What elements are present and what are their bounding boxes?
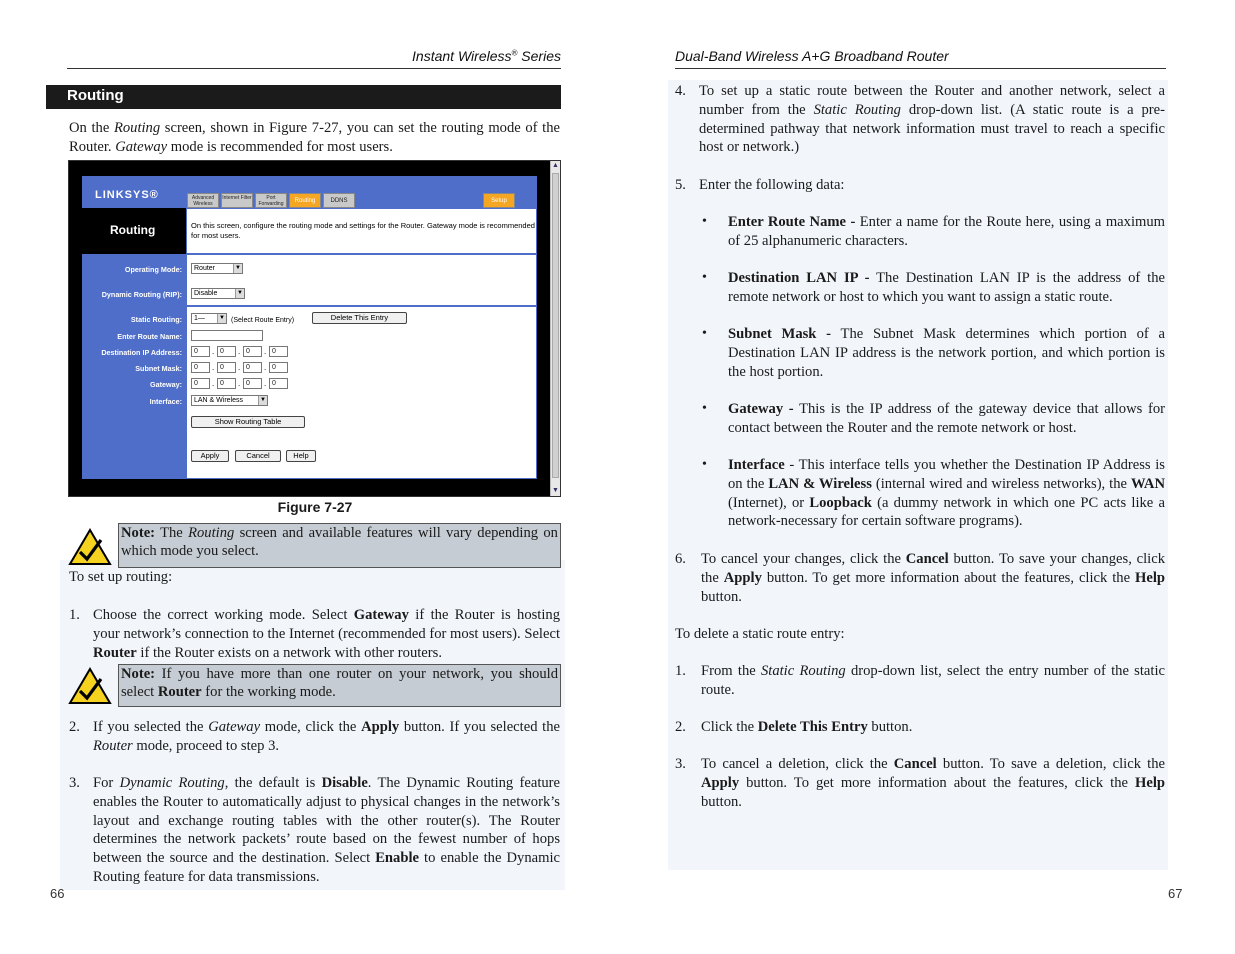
tab-setup[interactable]: Setup — [483, 193, 515, 208]
bullet-icon: • — [702, 326, 707, 341]
text-segment: Note: — [121, 666, 156, 682]
subnet-mask-octet-input[interactable]: 0 — [243, 362, 262, 373]
label-subnet-mask: Subnet Mask: — [135, 364, 182, 373]
octet-separator: . — [238, 347, 241, 356]
tab-internet-filter[interactable]: Internet Filter — [221, 193, 253, 208]
text-segment: if the Router exists on a network with other routers. — [136, 644, 442, 661]
gateway-octet-input[interactable]: 0 — [243, 378, 262, 389]
text-segment: drop-down list, select the entry number of the static route. — [701, 663, 1165, 698]
destination-ip-octet-input[interactable]: 0 — [269, 346, 288, 357]
text-segment: If you have more than one router on your network, you should select — [121, 666, 558, 701]
text-segment: (Internet), or — [728, 494, 810, 511]
routing-screenshot-figure — [68, 160, 561, 497]
interface-select[interactable] — [191, 395, 268, 406]
text-segment: This is the IP address of the gateway device that allows for contact between the Router and the remote network or host. — [728, 401, 1165, 436]
text-segment: Subnet Mask - — [728, 326, 832, 342]
label-route-name: Enter Route Name: — [117, 332, 182, 341]
text-segment: From the — [701, 663, 761, 679]
text-segment: Static Routing — [760, 663, 846, 679]
octet-separator: . — [264, 379, 267, 388]
scroll-thumb[interactable] — [552, 173, 559, 478]
text-segment: Router — [93, 644, 137, 661]
text-segment: LAN & Wireless — [768, 475, 872, 492]
text-segment: Cancel — [905, 551, 949, 567]
text-segment: Help — [1135, 774, 1165, 791]
octet-separator: . — [264, 347, 267, 356]
text-segment: To set up a static route between the Router and another network, select a number from the — [699, 83, 1165, 118]
text-segment: Interface — [728, 457, 785, 473]
delete-step-1-text — [701, 662, 1165, 700]
operating-mode-select[interactable] — [191, 263, 243, 274]
operating-mode-value: Router — [194, 265, 216, 272]
delete-step-3-text — [701, 755, 1165, 811]
bullet-interface — [728, 456, 1165, 531]
step-number: 3. — [69, 775, 80, 791]
intro-paragraph — [69, 119, 560, 157]
text-segment: Click the — [701, 719, 758, 735]
chevron-down-icon: ▼ — [235, 289, 244, 298]
text-segment: Help — [1135, 569, 1165, 586]
delete-entry-button[interactable]: Delete This Entry — [312, 312, 407, 324]
step-number: 6. — [675, 551, 686, 567]
tab-ddns[interactable]: DDNS — [323, 193, 355, 208]
text-segment: Note: — [121, 525, 156, 541]
route-name-input[interactable] — [191, 330, 263, 341]
step-number: 2. — [69, 719, 80, 735]
show-routing-table-button[interactable]: Show Routing Table — [191, 416, 305, 428]
text-segment: mode is recommended for most users. — [167, 138, 393, 155]
text-segment: button. — [867, 719, 913, 735]
subnet-mask-octet-input[interactable]: 0 — [269, 362, 288, 373]
text-segment: - This interface tells you whether the Destination IP Address is on the — [728, 457, 1165, 492]
bullet-icon: • — [702, 270, 707, 285]
dynamic-routing-select[interactable] — [191, 288, 245, 299]
chevron-down-icon: ▼ — [233, 264, 242, 273]
running-head-text: Instant Wireless — [412, 48, 512, 64]
text-segment: screen, shown in Figure 7-27, you can set the routing mode of the Router. — [69, 120, 560, 155]
page-number-left: 66 — [50, 886, 65, 901]
cancel-button[interactable]: Cancel — [235, 450, 281, 462]
text-segment: Gateway — [353, 607, 409, 623]
apply-button[interactable]: Apply — [191, 450, 229, 462]
help-button[interactable]: Help — [286, 450, 316, 462]
text-segment: button. To save your changes, click the — [701, 551, 1165, 586]
text-segment: mode, click the — [260, 719, 362, 735]
label-operating-mode: Operating Mode: — [124, 265, 182, 274]
text-segment: Gateway — [208, 719, 261, 735]
text-segment: Gateway — [115, 138, 168, 155]
step-number: 5. — [675, 177, 686, 193]
tab-port-forwarding[interactable]: Port Forwarding — [255, 193, 287, 208]
text-segment: Disable — [321, 775, 368, 791]
note-box-1 — [118, 523, 561, 568]
text-segment: Dynamic Routing — [119, 775, 225, 791]
text-segment: button. — [701, 793, 742, 810]
destination-ip-octet-input[interactable]: 0 — [217, 346, 236, 357]
text-segment: button. To get more information about the features, click the — [739, 774, 1135, 791]
registered-mark: ® — [511, 48, 518, 58]
text-segment: If you selected the — [93, 719, 209, 735]
left-head-rule — [67, 68, 561, 69]
octet-separator: . — [264, 363, 267, 372]
delete-step-2-text — [701, 718, 1165, 737]
text-segment: Static Routing — [813, 101, 901, 118]
text-segment: To cancel your changes, click the — [701, 551, 906, 567]
gateway-octet-input[interactable]: 0 — [269, 378, 288, 389]
select-route-hint: (Select Route Entry) — [231, 317, 295, 324]
text-segment: Delete This Entry — [757, 719, 868, 735]
step-5-text — [699, 176, 1165, 195]
bullet-icon: • — [702, 457, 707, 472]
bullet-icon: • — [702, 214, 707, 229]
note-box-2 — [118, 664, 561, 707]
destination-ip-octet-input[interactable]: 0 — [243, 346, 262, 357]
text-segment: To cancel a deletion, click the — [701, 756, 894, 772]
running-head-tail: Series — [517, 48, 561, 64]
tab-routing[interactable]: Routing — [289, 193, 321, 208]
text-segment: Choose the correct working mode. Select — [93, 607, 354, 623]
bullet-gateway — [728, 400, 1165, 438]
chevron-down-icon: ▼ — [258, 396, 267, 405]
text-segment: drop-down list. (A static route is a pre-determined pathway that network information must travel to reach a specific host or network.) — [699, 101, 1165, 156]
step-1-text — [93, 606, 560, 662]
right-head-rule — [675, 68, 1166, 69]
text-segment: button. To get more information about the features, click the — [761, 569, 1135, 586]
bullet-icon: • — [702, 401, 707, 416]
text-segment: On the — [69, 120, 114, 136]
text-segment: WAN — [1130, 475, 1165, 492]
fig-title-block — [82, 208, 186, 254]
text-segment: For — [93, 775, 120, 791]
text-segment: Loopback — [809, 494, 872, 511]
text-segment: for the working mode. — [201, 684, 336, 701]
note-checkmark-icon — [68, 667, 112, 705]
label-dynamic-routing: Dynamic Routing (RIP): — [101, 290, 182, 299]
step-2-text — [93, 718, 560, 756]
text-segment: Router — [93, 737, 133, 754]
text-segment: Enable — [375, 850, 419, 867]
fig-separator — [186, 305, 537, 307]
text-segment: , the default is — [224, 775, 322, 791]
section-title: Routing — [46, 85, 561, 109]
text-segment: . The Dynamic Routing feature enables the Router to automatically adjust to physical changes in the network’s layout and exchange routing tables with the other router(s). The Router determines the network packets’ route based on the fewest number of hops between the source and the destination. Select — [93, 775, 561, 867]
text-segment: if the Router is hosting your network’s connection to the Internet (recommended for most users). Select — [93, 607, 560, 642]
text-segment: (internal wired and wireless networks), the — [871, 475, 1131, 492]
text-segment: button. If you selected the — [399, 719, 561, 735]
octet-separator: . — [238, 363, 241, 372]
text-segment: Destination LAN IP - — [728, 270, 870, 286]
text-segment: Cancel — [893, 756, 937, 772]
step-3-text — [93, 774, 560, 887]
text-segment: The Subnet Mask determines which portion of a Destination LAN IP address is the network portion, and which portion is the host portion. — [728, 326, 1165, 380]
scroll-down-icon[interactable]: ▼ — [552, 487, 559, 494]
step-number: 3. — [675, 756, 686, 772]
text-segment: Enter Route Name - — [728, 214, 856, 230]
page-number-right: 67 — [1168, 886, 1183, 901]
chevron-down-icon: ▼ — [217, 314, 226, 323]
text-segment: Router — [157, 684, 202, 701]
gateway-octet-input[interactable]: 0 — [191, 378, 210, 389]
text-segment: Apply — [723, 569, 762, 586]
step-4-text — [699, 82, 1165, 157]
octet-separator: . — [212, 379, 215, 388]
text-segment: Enter the following data: — [699, 177, 845, 193]
subnet-mask-octet-input[interactable]: 0 — [191, 362, 210, 373]
bullet-subnet-mask — [728, 325, 1165, 381]
fig-scrollbar[interactable] — [550, 161, 560, 496]
text-segment: screen and available features will vary depending on which mode you select. — [121, 525, 558, 560]
dynamic-routing-value: Disable — [194, 290, 218, 297]
text-segment: Gateway - — [728, 401, 794, 417]
subnet-mask-octet-input[interactable]: 0 — [217, 362, 236, 373]
fig-title: Routing — [110, 223, 156, 237]
gateway-octet-input[interactable]: 0 — [217, 378, 236, 389]
text-segment: Apply — [361, 719, 400, 735]
label-destination-ip: Destination IP Address: — [101, 348, 182, 357]
step-number: 1. — [675, 663, 686, 679]
note-checkmark-icon — [68, 528, 112, 566]
text-segment: to enable the Dynamic Routing feature for data transmissions. — [93, 850, 560, 885]
figure-caption: Figure 7-27 — [277, 499, 353, 515]
setup-intro: To set up routing: — [69, 569, 173, 585]
right-running-head: Dual-Band Wireless A+G Broadband Router — [675, 48, 949, 64]
text-segment: Enter a name for the Route here, using a maximum of 25 alphanumeric characters. — [728, 214, 1166, 249]
text-segment: Apply — [701, 774, 740, 791]
left-running-head — [380, 48, 561, 64]
text-segment: The Destination LAN IP is the address of the remote network or host to which you want to assign a static route. — [728, 270, 1165, 305]
bullet-destination-ip — [728, 269, 1165, 307]
text-segment: Routing — [113, 120, 161, 136]
destination-ip-octet-input[interactable]: 0 — [191, 346, 210, 357]
octet-separator: . — [212, 347, 215, 356]
tab-advanced-wireless[interactable]: Advanced Wireless — [187, 193, 219, 208]
text-segment: button. — [701, 588, 742, 605]
label-static-routing: Static Routing: — [130, 315, 182, 324]
label-gateway: Gateway: — [150, 380, 182, 389]
step-6-text — [701, 550, 1165, 606]
octet-separator: . — [212, 363, 215, 372]
linksys-logo: LINKSYS® — [95, 189, 159, 201]
text-segment: The — [155, 525, 189, 541]
bullet-route-name — [728, 213, 1165, 251]
step-number: 1. — [69, 607, 80, 623]
step-number: 2. — [675, 719, 686, 735]
scroll-up-icon[interactable]: ▲ — [552, 162, 559, 169]
octet-separator: . — [238, 379, 241, 388]
label-interface: Interface: — [149, 397, 182, 406]
interface-value: LAN & Wireless — [194, 397, 244, 404]
delete-intro: To delete a static route entry: — [675, 626, 845, 642]
text-segment: Routing — [188, 525, 235, 541]
text-segment: button. To save a deletion, click the — [936, 756, 1166, 772]
text-segment: (a dummy network in which one PC acts like a network-necessary for certain software programs). — [728, 494, 1165, 530]
text-segment: mode, proceed to step 3. — [132, 737, 280, 754]
step-number: 4. — [675, 83, 686, 99]
fig-description: On this screen, configure the routing mode and settings for the Router. Gateway mode is recommended for most users. — [186, 208, 537, 254]
static-routing-value: 1— — [194, 315, 205, 322]
static-routing-select[interactable] — [191, 313, 227, 324]
